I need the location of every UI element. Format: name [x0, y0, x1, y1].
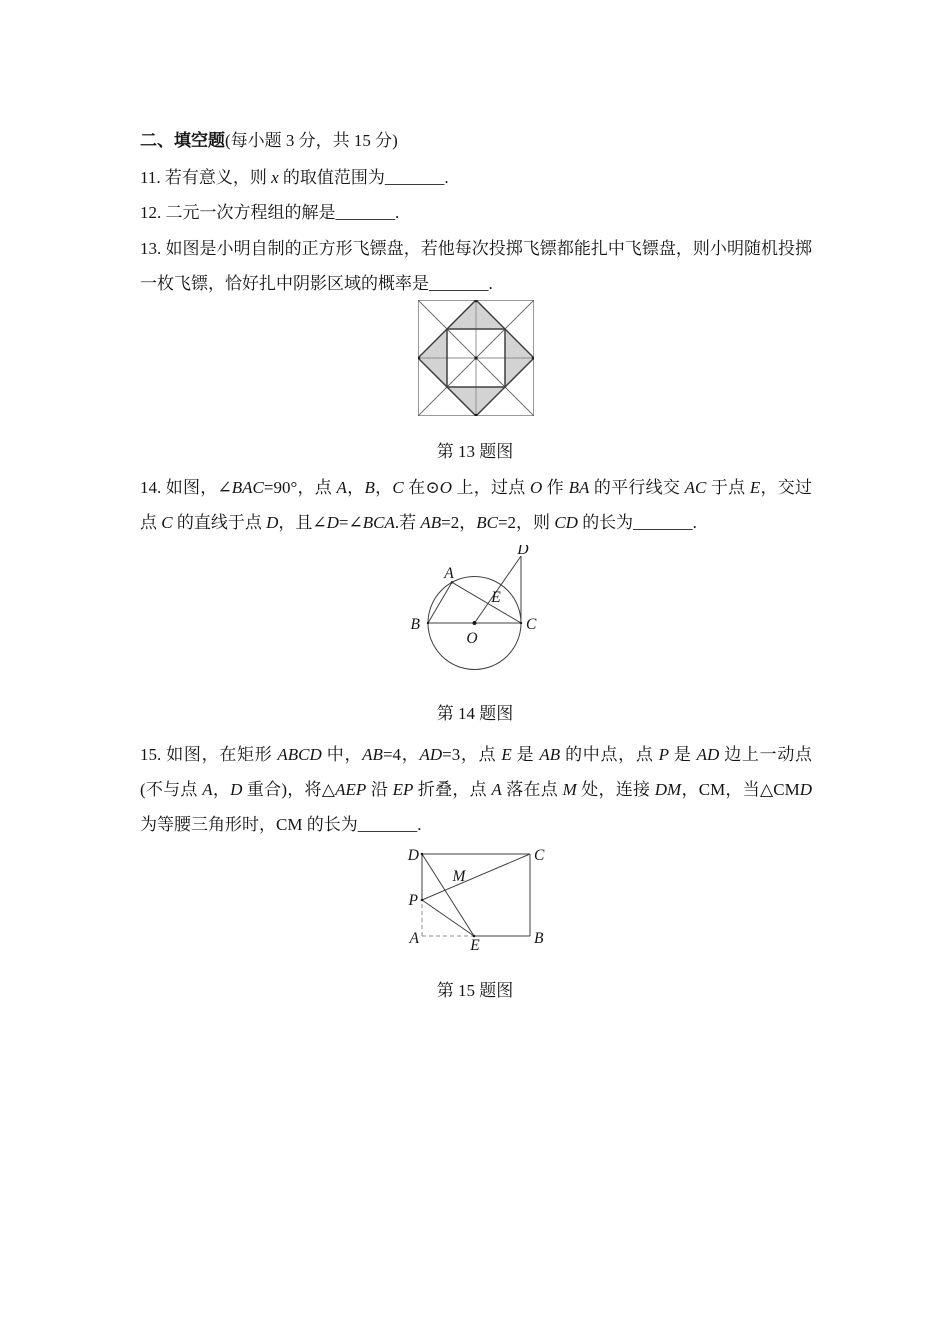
- point-label-d: D: [407, 847, 419, 864]
- circle-figure: [400, 545, 560, 681]
- center-o-dot: [473, 621, 477, 625]
- figure-15-caption: 第 15 题图: [436, 981, 514, 1000]
- dartboard-center-dot: [474, 356, 477, 359]
- question-13-line-2: 一枚飞镖，恰好扎中阴影区域的概率是_______.: [140, 274, 493, 293]
- segment-ac: [452, 582, 521, 623]
- point-label-c: C: [526, 616, 537, 633]
- question-14-line-1: 14. 如图，∠BAC=90°，点 A，B，C 在⊙O 上，过点 O 作 BA 的平行线交 AC 于点 E，交过: [140, 478, 813, 497]
- segment-pe: [422, 900, 474, 936]
- point-b-dot: [427, 622, 429, 624]
- point-p-dot: [421, 899, 424, 902]
- rectangle-figure: [405, 845, 555, 957]
- point-label-o: O: [466, 630, 478, 647]
- point-label-m: M: [452, 868, 466, 885]
- point-label-a: A: [444, 565, 454, 582]
- question-11: 11. 若有意义，则 x 的取值范围为_______.: [140, 168, 449, 187]
- point-label-p: P: [408, 892, 418, 909]
- figure-13-caption: 第 13 题图: [436, 442, 514, 461]
- segment-ba: [428, 582, 452, 623]
- point-label-e: E: [470, 937, 480, 954]
- point-label-b: B: [410, 616, 420, 633]
- point-label-b: B: [534, 930, 544, 947]
- segment-pc: [422, 854, 530, 900]
- point-d-dot: [421, 853, 424, 856]
- figure-14-caption: 第 14 题图: [436, 704, 514, 723]
- question-15-line-1: 15. 如图，在矩形 ABCD 中，AB=4，AD=3，点 E 是 AB 的中点，点 P 是 AD 边上一动点: [140, 745, 813, 764]
- point-label-d: D: [517, 545, 529, 558]
- point-c-dot: [520, 622, 522, 624]
- section-header: 二、填空题(每小题 3 分，共 15 分): [140, 131, 398, 150]
- point-label-c: C: [534, 847, 545, 864]
- question-15-line-2: (不与点 A，D 重合)，将△AEP 沿 EP 折叠，点 A 落在点 M 处，连接 DM，CM，当△CMD: [140, 780, 813, 799]
- dartboard-figure: [418, 300, 534, 416]
- question-12: 12. 二元一次方程组的解是_______.: [140, 203, 400, 222]
- segment-de: [422, 854, 474, 936]
- point-label-e: E: [491, 589, 501, 606]
- question-15-line-3: 为等腰三角形时，CM 的长为_______.: [140, 815, 422, 834]
- question-14-line-2: 点 C 的直线于点 D，且∠D=∠BCA.若 AB=2，BC=2，则 CD 的长为_______.: [140, 513, 697, 532]
- point-label-a: A: [409, 930, 419, 947]
- question-13-line-1: 13. 如图是小明自制的正方形飞镖盘，若他每次投掷飞镖都能扎中飞镖盘，则小明随机投掷: [140, 239, 812, 258]
